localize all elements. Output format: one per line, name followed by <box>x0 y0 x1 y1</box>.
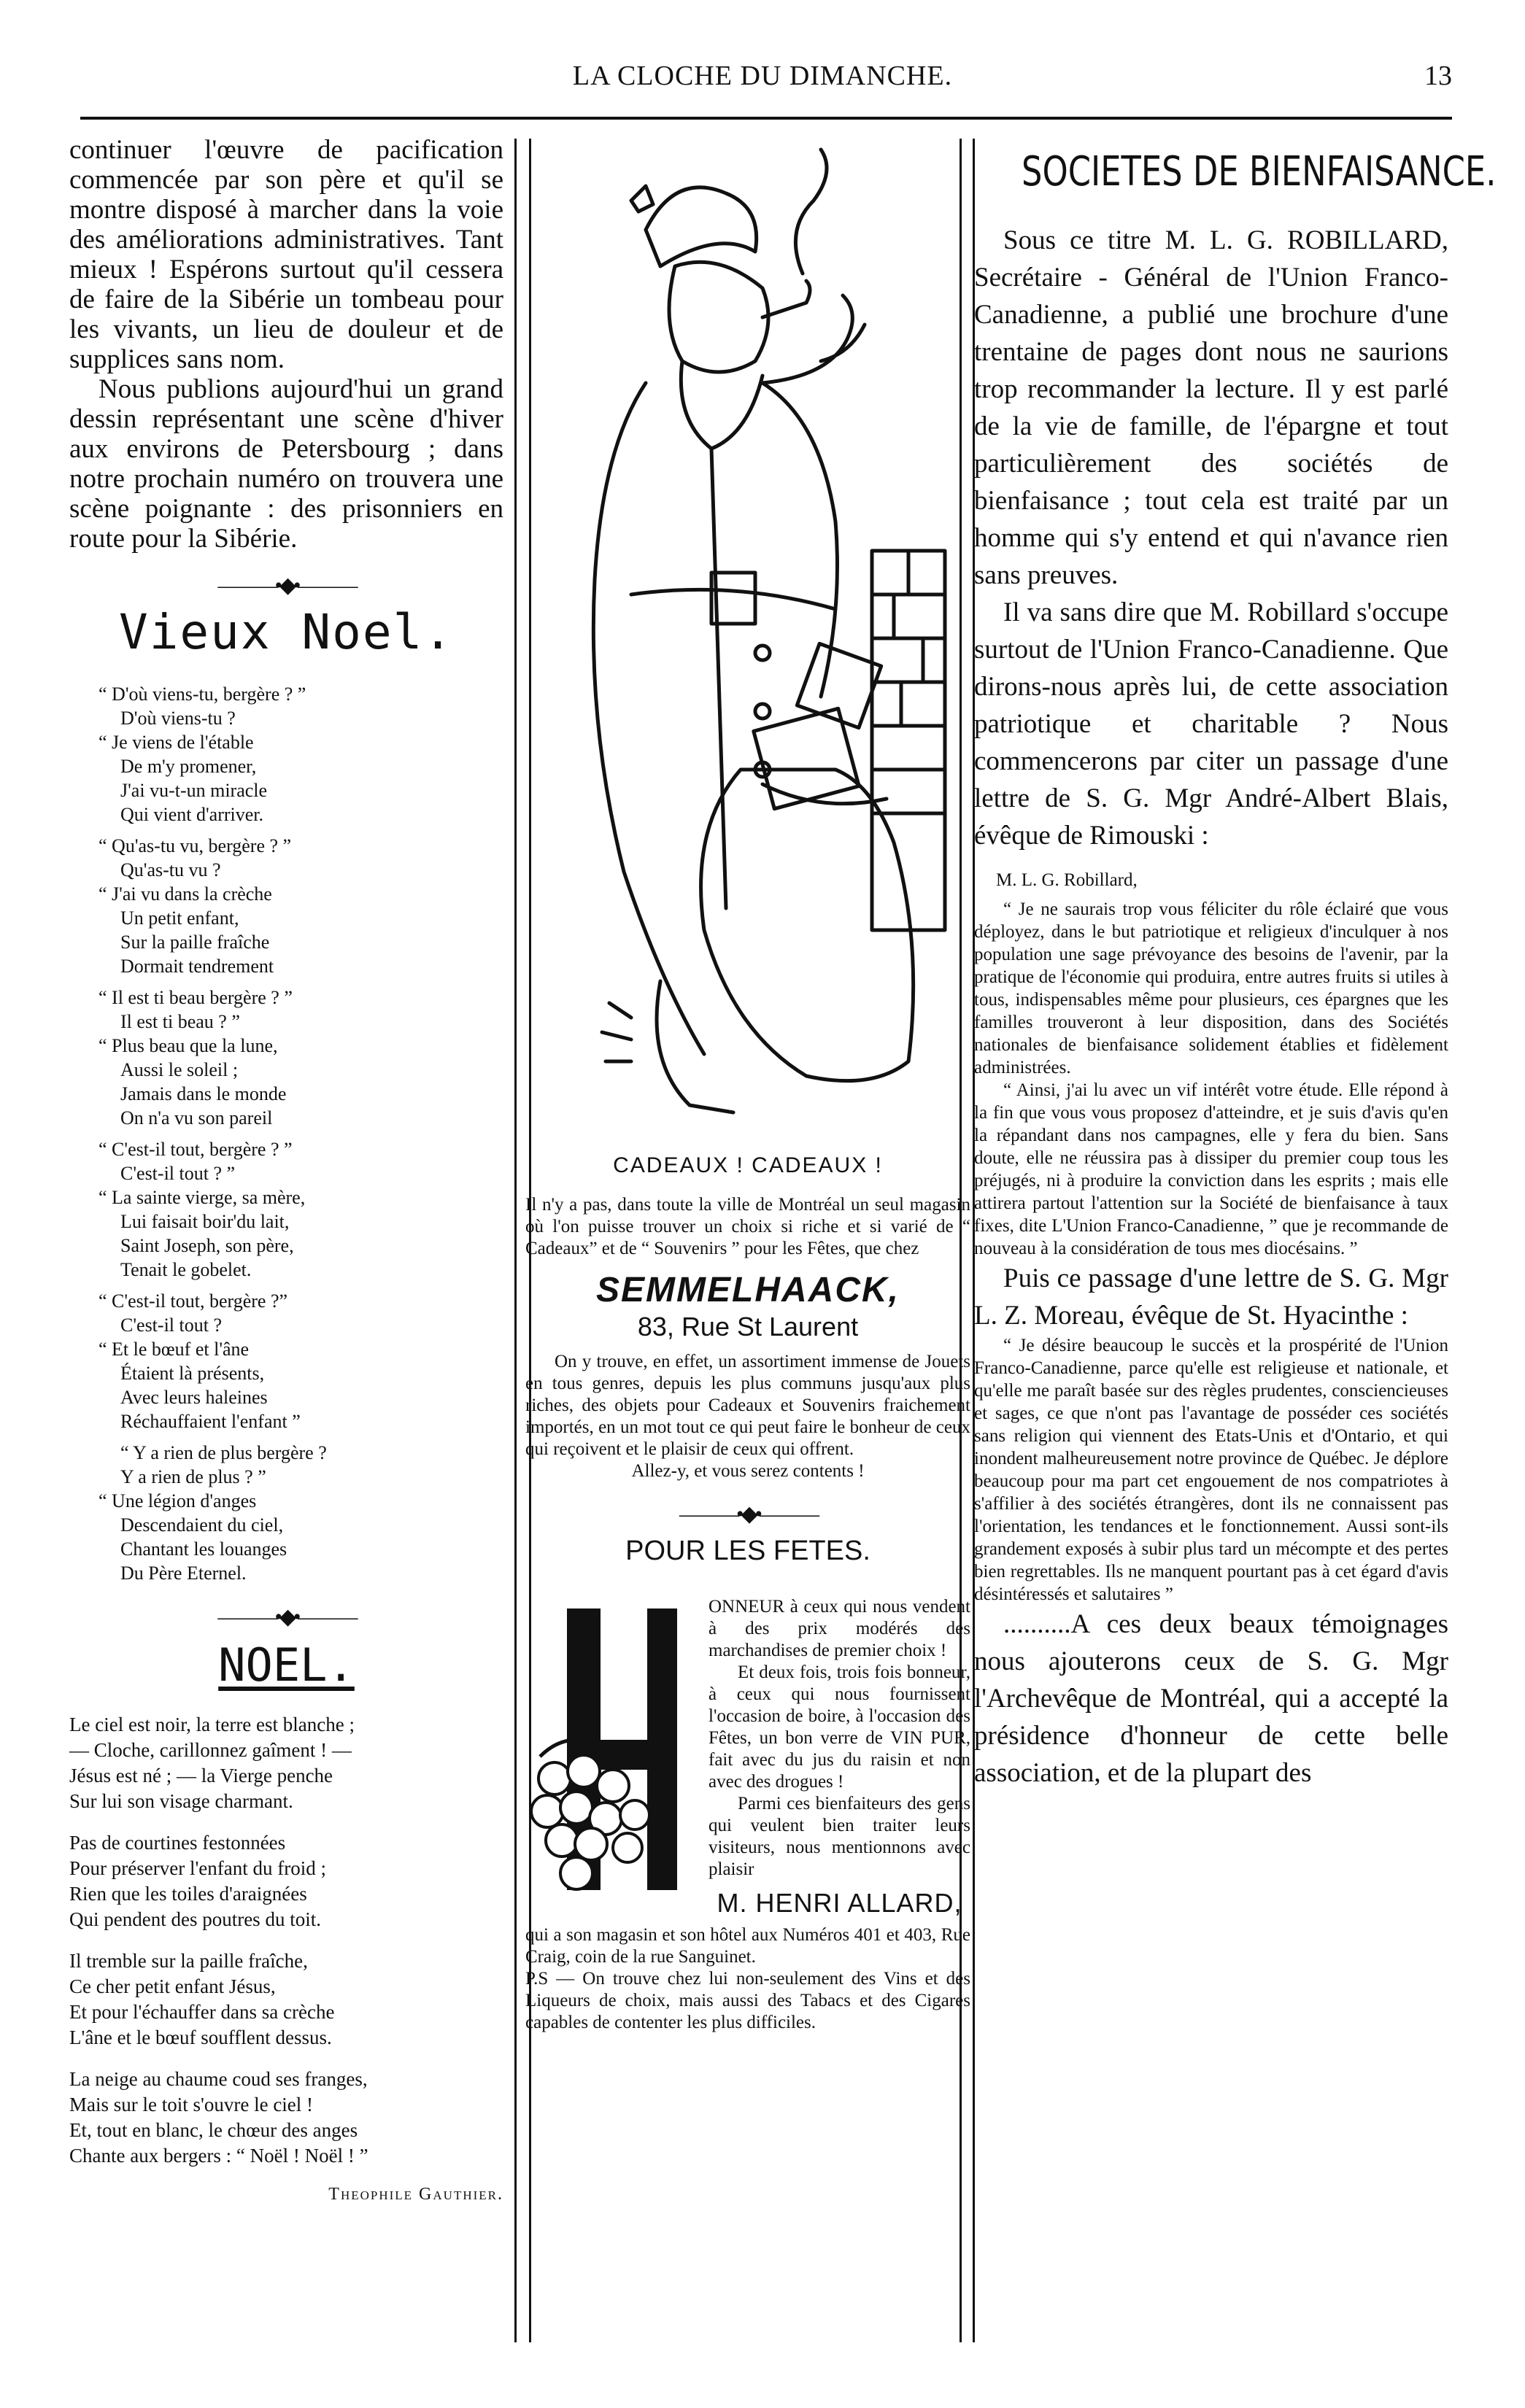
intro-paragraph: Nous publions aujourd'hui un grand dessin représentant une scène d'hiver aux environs de Petersbourg ; dans notre prochain numéro on trouvera une scène poignante : des prisonniers en route pour la Sibérie. <box>69 374 503 554</box>
santa-illustration <box>544 142 952 1149</box>
poem-line: “ Il est ti beau bergère ? ” <box>99 987 293 1008</box>
poem-line: “ C'est-il tout, bergère ? ” <box>99 1139 293 1160</box>
poem-line: Jamais dans le monde <box>120 1083 287 1104</box>
poem-title-vieux-noel: Vieux Noel. <box>118 604 455 660</box>
poem-line: Qui vient d'arriver. <box>120 804 264 825</box>
poem-line: Saint Joseph, son père, <box>120 1235 294 1256</box>
grapes-drop-cap-icon <box>525 1596 697 1910</box>
poem-line: Et pour l'échauffer dans sa crèche <box>69 2001 335 2023</box>
poem-line: “ D'où viens-tu, bergère ? ” <box>99 684 306 705</box>
ad-close: Allez-y, et vous serez contents ! <box>631 1461 865 1481</box>
poem-line: Il est ti beau ? ” <box>120 1011 240 1032</box>
poem-line: C'est-il tout ? <box>120 1315 223 1336</box>
poem-stanza <box>69 2067 503 2169</box>
poem-line: L'âne et le bœuf soufflent dessus. <box>69 2026 332 2048</box>
poem-stanza <box>69 1948 503 2051</box>
poem-line: “ Y a rien de plus bergère ? <box>120 1442 327 1463</box>
ornament-divider: ———•◆•——— <box>217 573 355 597</box>
poem-line: Dormait tendrement <box>120 956 274 977</box>
poem-stanza <box>99 1441 503 1585</box>
article-paragraph: Il va sans dire que M. Robillard s'occupe surtout de l'Union Franco-Canadienne. Que dirons-nous après lui, de cette association patriotique et charitable ? Nous commencerons par citer un passage d'une lettre de S. G. Mgr André-Albert Blais, évêque de Rimouski : <box>974 597 1448 851</box>
poem-line: “ Plus beau que la lune, <box>99 1035 278 1056</box>
poem-line: Réchauffaient l'enfant ” <box>120 1411 301 1432</box>
poem-line: “ Je viens de l'étable <box>99 732 254 753</box>
article-paragraph: ..........A ces deux beaux témoignages nous ajouterons ceux de S. G. Mgr l'Archevêque de Montréal, qui a accepté la présidence d'honneur de cette belle association, et de la plupart des <box>974 1609 1448 1788</box>
ad-name-allard: M. HENRI ALLARD, <box>717 1888 962 1918</box>
poem-line: Lui faisait boir'du lait, <box>120 1211 290 1232</box>
poem-title-noel: NOEL. <box>218 1638 355 1692</box>
page-number: 13 <box>1424 61 1452 91</box>
poem-line: Qui pendent des poutres du toit. <box>69 1908 321 1930</box>
letter-paragraph: “ Je désire beaucoup le succès et la prospérité de l'Union Franco-Canadienne, parce qu'elle est religieuse et nationale, et qu'elle me paraît basée sur des règles prudentes, consciencieuses et sages, ce que n'ont pas l'avantage de posséder ces sociétés sans religion qui viennent des Etats-Unis et d'Ontario, et qui inondent malheureusement notre province de Québec. Je déplore beaucoup pour ma part cet engouement de nos compatriotes à s'affilier à des sociétés étrangères, dont ils ne connaissent pas l'orientation, les tendances et le fonctionnement. Aussi sont-ils grandement exposés à subir plus tard un mécompte et des pertes bien regrettables. Ils ne manquent pourtant pas à cet égard d'avis désintéressés et salutaires ” <box>974 1336 1448 1604</box>
poem-line: Le ciel est noir, la terre est blanche ; <box>69 1714 355 1735</box>
poem-signature: Theophile Gauthier. <box>328 2185 503 2204</box>
santa-drawing <box>544 142 952 1149</box>
poem-line: Rien que les toiles d'araignées <box>69 1883 307 1905</box>
article-paragraph: Puis ce passage d'une lettre de S. G. Mgr L. Z. Moreau, évêque de St. Hyacinthe : <box>974 1263 1448 1331</box>
poem-line: On n'a vu son pareil <box>120 1107 273 1128</box>
poem-line: Chantant les louanges <box>120 1538 287 1560</box>
poem-line: La neige au chaume coud ses franges, <box>69 2068 368 2090</box>
header-rule <box>80 117 1452 120</box>
poem-line: Et, tout en blanc, le chœur des anges <box>69 2119 358 2141</box>
poem-line: “ Une légion d'anges <box>99 1490 257 1511</box>
poem-line: Pas de courtines festonnées <box>69 1832 286 1854</box>
fetes-paragraph: Parmi ces bienfaiteurs des gens qui veulent bien traiter leurs visiteurs, nous mentionnons avec plaisir <box>709 1794 970 1879</box>
poem-line: Descendaient du ciel, <box>120 1514 284 1536</box>
poem-line: Qu'as-tu vu ? <box>120 859 221 880</box>
poem-line: Ce cher petit enfant Jésus, <box>69 1975 276 1997</box>
allard-body: qui a son magasin et son hôtel aux Numéros 401 et 403, Rue Craig, coin de la rue Sanguinet. <box>525 1925 970 1967</box>
ad-intro: Il n'y a pas, dans toute la ville de Montréal un seul magasin où l'on puisse trouver un choix si riche et si varié de “ Cadeaux” et de “ Souvenirs ” pour les Fêtes, que chez <box>525 1195 970 1258</box>
section-title-fetes: POUR LES FETES. <box>625 1536 870 1566</box>
letter-paragraph: “ Je ne saurais trop vous féliciter du rôle éclairé que vous déployez, dans le but patriotique et religieux d'inculquer à nos population une sage prévoyance des besoins de l'avenir, par la pratique de l'économie qui produira, entre autres fruits si utiles à tous, indispensables même pour plusieurs, ces épargnes que les familles trouveront à leur disposition, dans des Sociétés nationales de bienfaisance solidement établies et fidèlement administrées. <box>974 899 1448 1077</box>
poem-stanza <box>69 1712 503 1814</box>
poem-line: Jésus est né ; — la Vierge penche <box>69 1765 333 1786</box>
poem-line: Sur lui son visage charmant. <box>69 1790 293 1812</box>
dropcap-h-grapes <box>525 1596 697 1910</box>
ad-address: 83, Rue St Laurent <box>637 1312 859 1342</box>
ornament-divider: ———•◆•——— <box>217 1605 355 1629</box>
poem-line: “ J'ai vu dans la crèche <box>99 883 272 905</box>
poem-line: Y a rien de plus ? ” <box>120 1466 266 1487</box>
page-header <box>66 60 1459 104</box>
article-paragraph: Sous ce titre M. L. G. ROBILLARD, Secrétaire - Général de l'Union Franco-Canadienne, a publié une brochure d'une trentaine de pages dont nous ne saurions trop recommander la lecture. Il y est parlé de la vie de famille, de l'épargne et tout particulièrement des sociétés de bienfaisance ; tout cela est traité par un homme qui s'y entend et qui n'avance rien sans preuves. <box>974 225 1448 590</box>
poem-stanza <box>69 1830 503 1932</box>
ad-body: On y trouve, en effet, un assortiment immense de Jouets en tous genres, depuis les plus communs jusqu'aux plus riches, des objets pour Cadeaux et Souvenirs fraichement importés, en un mot tout ce qui peut faire le bonheur de ceux qui reçoivent et le plaisir de ceux qui offrent. <box>525 1352 970 1459</box>
letter-paragraph: “ Ainsi, j'ai lu avec un vif intérêt votre étude. Elle répond à la fin que vous vous proposez d'atteindre, et je suis d'avis qu'en la répandant dans nos campagnes, elle y fera du bien. Sans doute, elle ne réussira pas à dissiper du premier coup tous les préjugés, ni à produire la conviction dans les esprits ; mais elle attirera partout l'attention sur la Société de bienfaisance à taux fixes, dite L'Union Franco-Canadienne, ” que je recommande de nouveau à la considération de tous mes diocésains. ” <box>974 1080 1448 1258</box>
fetes-paragraph: ONNEUR à ceux qui nous vendent à des prix modérés des marchandises de premier choix ! <box>709 1597 970 1660</box>
poem-noel <box>69 1712 503 2169</box>
allard-ps: P.S — On trouve chez lui non-seulement des Vins et des Liqueurs de choix, mais aussi des Tabacs et des Cigares capables de contenter les plus difficiles. <box>525 1969 970 2032</box>
poem-line: Du Père Eternel. <box>120 1563 247 1584</box>
poem-line: Avec leurs haleines <box>120 1387 268 1408</box>
section-title-societes: SOCIETES DE BIENFAISANCE. <box>1022 148 1497 195</box>
column-right <box>974 135 1497 2364</box>
poem-line: “ La sainte vierge, sa mère, <box>99 1187 306 1208</box>
poem-line: Mais sur le toit s'ouvre le ciel ! <box>69 2094 314 2115</box>
column-middle <box>525 135 970 2364</box>
poem-stanza <box>99 682 503 826</box>
intro-paragraph: continuer l'œuvre de pacification commencée par son père et qu'il se montre disposé à marcher dans la voie des améliorations administratives. Tant mieux ! Espérons surtout qu'il cessera de faire de la Sibérie un tombeau pour les vivants, un lieu de douleur et de supplices sans nom. <box>69 135 503 374</box>
poem-line: Un petit enfant, <box>120 907 239 929</box>
poem-line: “ C'est-il tout, bergère ?” <box>99 1290 288 1312</box>
poem-stanza <box>99 834 503 978</box>
poem-line: Tenait le gobelet. <box>120 1259 252 1280</box>
newspaper-title: LA CLOCHE DU DIMANCHE. <box>572 61 953 91</box>
poem-line: De m'y promener, <box>120 756 257 777</box>
poem-line: Pour préserver l'enfant du froid ; <box>69 1857 327 1879</box>
ad-brand-semmelhaack: SEMMELHAACK, <box>596 1271 900 1309</box>
poem-line: J'ai vu-t-un miracle <box>120 780 268 801</box>
poem-line: Étaient là présents, <box>120 1363 265 1384</box>
poem-stanza <box>99 1137 503 1282</box>
poem-line: D'où viens-tu ? <box>120 708 236 729</box>
column-left <box>69 135 503 2364</box>
column-divider <box>514 139 517 2342</box>
poem-line: — Cloche, carillonnez gaîment ! — <box>69 1739 352 1761</box>
poem-line: C'est-il tout ? ” <box>120 1163 236 1184</box>
ornament-divider: ———•◆•——— <box>679 1502 817 1526</box>
poem-line: Sur la paille fraîche <box>120 932 270 953</box>
fetes-paragraph: Et deux fois, trois fois bonneur, à ceux qui nous fournissent l'occasion de boire, à l'occasion des Fêtes, un bon verre de VIN PUR, fait avec du jus du raisin et non avec des drogues ! <box>709 1662 970 1792</box>
poem-vieux-noel <box>99 682 503 1585</box>
poem-line: Il tremble sur la paille fraîche, <box>69 1950 308 1972</box>
poem-line: “ Qu'as-tu vu, bergère ? ” <box>99 835 292 856</box>
poem-line: Chante aux bergers : “ Noël ! Noël ! ” <box>69 2145 368 2167</box>
fetes-article <box>525 1596 970 1881</box>
poem-line: Aussi le soleil ; <box>120 1059 239 1080</box>
illustration-caption: CADEAUX ! CADEAUX ! <box>613 1153 883 1177</box>
letter-salutation: M. L. G. Robillard, <box>996 870 1138 890</box>
poem-stanza <box>99 1289 503 1433</box>
poem-line: “ Et le bœuf et l'âne <box>99 1339 250 1360</box>
poem-stanza <box>99 986 503 1130</box>
